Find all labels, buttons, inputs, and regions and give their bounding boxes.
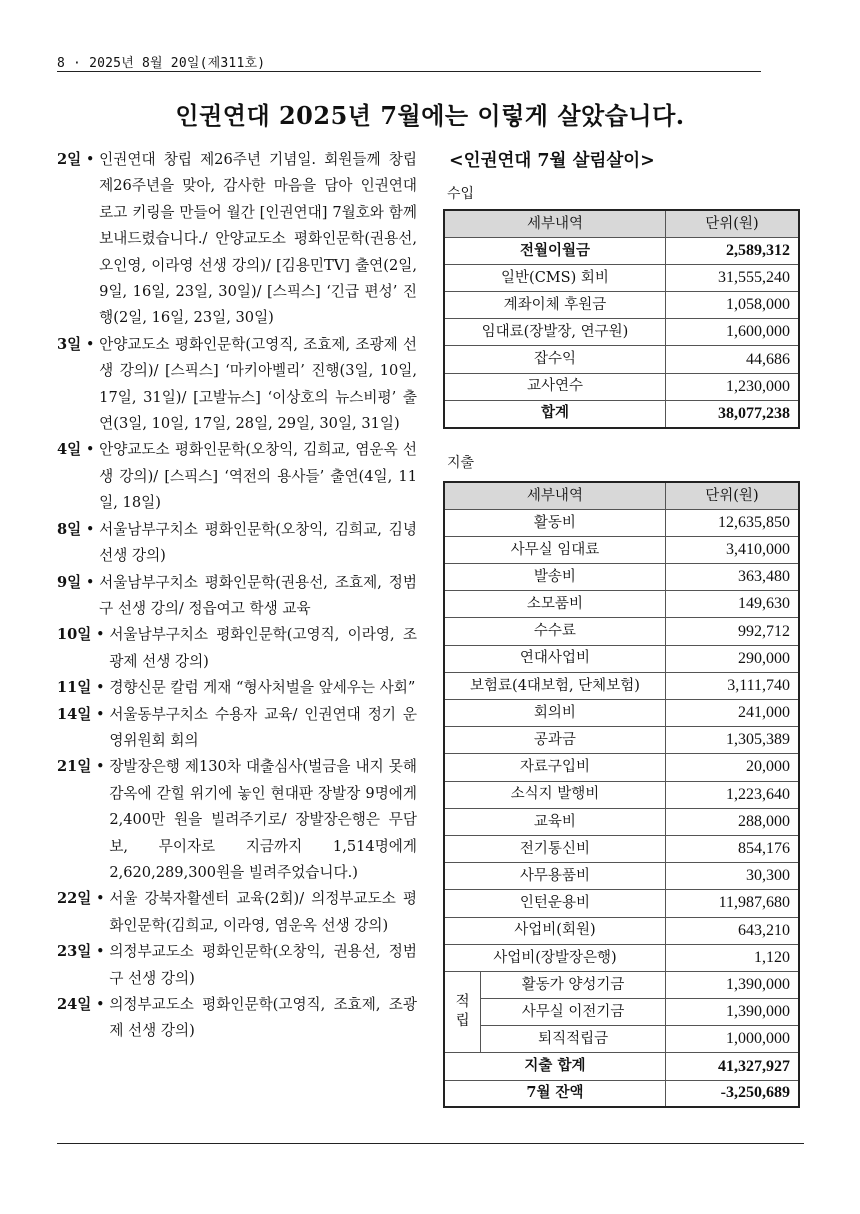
event-item xyxy=(57,622,417,675)
table-row xyxy=(444,672,799,699)
table-row xyxy=(444,863,799,890)
event-item xyxy=(57,754,417,886)
row-item: 인턴운용비 xyxy=(444,890,665,917)
bullet-icon: • xyxy=(81,335,100,353)
column-header-amount: 단위(원) xyxy=(665,482,799,509)
table-row xyxy=(444,890,799,917)
table-row xyxy=(444,781,799,808)
row-item: 수수료 xyxy=(444,618,665,645)
table-row xyxy=(444,917,799,944)
event-text: 서울남부구치소 평화인문학(오창익, 김희교, 김녕 선생 강의) xyxy=(99,520,417,565)
row-item: 소모품비 xyxy=(444,591,665,618)
row-amount: 3,410,000 xyxy=(665,536,799,563)
row-item: 잡수익 xyxy=(444,346,665,373)
row-amount: 12,635,850 xyxy=(665,509,799,536)
row-amount: 1,058,000 xyxy=(665,292,799,319)
row-amount: 363,480 xyxy=(665,564,799,591)
table-row xyxy=(444,999,799,1026)
column-header-amount: 단위(원) xyxy=(665,210,799,237)
table-row xyxy=(444,754,799,781)
row-item: 소식지 발행비 xyxy=(444,781,665,808)
row-amount: 3,111,740 xyxy=(665,672,799,699)
income-label: 수입 xyxy=(447,186,475,202)
bullet-icon: • xyxy=(81,520,100,538)
event-day: 23일 xyxy=(57,943,92,961)
bullet-icon: • xyxy=(91,943,110,961)
expense-total-row xyxy=(444,1053,799,1080)
table-row xyxy=(444,700,799,727)
income-table xyxy=(443,209,800,429)
row-item: 사무실 임대료 xyxy=(444,536,665,563)
event-text: 서울남부구치소 평화인문학(고영직, 이라영, 조광제 선생 강의) xyxy=(109,626,417,670)
page-header: 8 · 2025년 8월 20일(제311호) xyxy=(57,56,266,71)
row-amount: 854,176 xyxy=(665,835,799,862)
row-amount: 11,987,680 xyxy=(665,890,799,917)
event-item xyxy=(57,886,417,939)
event-item xyxy=(57,939,417,992)
event-item xyxy=(57,675,417,701)
row-item: 임대료(장발장, 연구원) xyxy=(444,319,665,346)
table-row xyxy=(444,237,799,264)
row-amount: 31,555,240 xyxy=(665,264,799,291)
page-title: 인권연대 2025년 7월에는 이렇게 살았습니다. xyxy=(175,101,685,130)
balance-row xyxy=(444,1080,799,1107)
row-amount: 288,000 xyxy=(665,808,799,835)
event-day: 8일 xyxy=(57,520,82,538)
row-amount: 44,686 xyxy=(665,346,799,373)
row-item: 일반(CMS) 회비 xyxy=(444,264,665,291)
event-item xyxy=(57,992,417,1045)
event-text: 안양교도소 평화인문학(오창익, 김희교, 염운옥 선생 강의)/ [스픽스] ‘역전의 용사들’ 출연(4일, 11일, 18일) xyxy=(99,441,417,512)
bullet-icon: • xyxy=(81,151,100,168)
row-item: 사업비(회원) xyxy=(444,917,665,944)
table-row xyxy=(444,618,799,645)
row-amount: 1,230,000 xyxy=(665,373,799,400)
row-amount: 1,390,000 xyxy=(665,971,799,998)
table-row xyxy=(444,292,799,319)
event-day: 11일 xyxy=(57,679,92,697)
table-row xyxy=(444,808,799,835)
row-amount: 1,000,000 xyxy=(665,1026,799,1053)
event-text: 의정부교도소 평화인문학(오창익, 권용선, 정범구 선생 강의) xyxy=(109,943,417,987)
table-row xyxy=(444,264,799,291)
event-item xyxy=(57,437,417,516)
event-text: 경향신문 칼럼 게재 “형사처벌을 앞세우는 사회” xyxy=(109,679,416,697)
event-day: 3일 xyxy=(57,335,82,353)
row-item: 자료구입비 xyxy=(444,754,665,781)
event-item xyxy=(57,517,417,570)
event-text: 인권연대 창립 제26주년 기념일. 회원들께 창립 제26주년을 맞아, 감사한 마음을 담아 인권연대 로고 키링을 만들어 월간 [인권연대] 7월호와 함께 보내드렸습니다./ 안양교도소 평화인문학(권용선, 오인영, 이라영 선생 강의)/ [김용민TV] 출연(2일, 9일, 16일, 23일, 30일)/ [스픽스] ‘긴급 편성’ 진행(2일, 16일, 23일, 30일) xyxy=(99,151,417,327)
row-item: 교사연수 xyxy=(444,373,665,400)
event-text: 장발장은행 제130차 대출심사(벌금을 내지 못해 감옥에 갇힐 위기에 놓인 현대판 장발장 9명에게 2,400만 원을 빌려주기로/ 장발장은행은 무담보, 무이자로 지금까지 1,514명에게 2,620,289,300원을 빌려주었습니다.) xyxy=(109,758,417,881)
bullet-icon: • xyxy=(91,890,110,908)
table-row xyxy=(444,536,799,563)
event-day: 10일 xyxy=(57,626,92,644)
bullet-icon: • xyxy=(91,626,110,644)
row-item: 전월이월금 xyxy=(444,237,665,264)
table-row xyxy=(444,591,799,618)
bullet-icon: • xyxy=(81,441,100,459)
row-item: 사무실 이전기금 xyxy=(481,999,666,1026)
row-amount: -3,250,689 xyxy=(665,1080,799,1107)
bullet-icon: • xyxy=(91,996,110,1013)
table-row xyxy=(444,727,799,754)
row-item: 회의비 xyxy=(444,700,665,727)
event-text: 의정부교도소 평화인문학(고영직, 조효제, 조광제 선생 강의) xyxy=(109,996,417,1040)
table-row xyxy=(444,373,799,400)
table-row xyxy=(444,564,799,591)
column-header-item: 세부내역 xyxy=(444,210,665,237)
row-amount: 290,000 xyxy=(665,645,799,672)
row-amount: 41,327,927 xyxy=(665,1053,799,1080)
event-item xyxy=(57,147,417,332)
table-row xyxy=(444,319,799,346)
table-row xyxy=(444,1026,799,1053)
row-amount: 1,223,640 xyxy=(665,781,799,808)
expense-table xyxy=(443,481,800,1108)
event-day: 14일 xyxy=(57,705,92,723)
row-amount: 992,712 xyxy=(665,618,799,645)
table-row xyxy=(444,944,799,971)
event-day: 22일 xyxy=(57,890,92,908)
row-item: 교육비 xyxy=(444,808,665,835)
bullet-icon: • xyxy=(91,705,110,723)
finance-section-title: <인권연대 7월 살림살이> xyxy=(449,151,655,171)
header-divider xyxy=(57,71,761,72)
expense-label: 지출 xyxy=(447,455,475,471)
event-day: 21일 xyxy=(57,758,92,776)
event-item xyxy=(57,702,417,755)
table-row xyxy=(444,971,799,998)
table-header-row xyxy=(444,210,799,237)
event-item xyxy=(57,570,417,623)
table-row xyxy=(444,835,799,862)
event-day: 9일 xyxy=(57,573,82,591)
row-item: 공과금 xyxy=(444,727,665,754)
row-item: 계좌이체 후원금 xyxy=(444,292,665,319)
event-item xyxy=(57,332,417,438)
event-text: 서울동부구치소 수용자 교육/ 인권연대 정기 운영위원회 회의 xyxy=(109,705,417,749)
row-item: 연대사업비 xyxy=(444,645,665,672)
event-day: 4일 xyxy=(57,441,82,459)
income-total-row xyxy=(444,400,799,427)
event-text: 안양교도소 평화인문학(고영직, 조효제, 조광제 선생 강의)/ [스픽스] ‘마키아벨리’ 진행(3일, 10일, 17일, 31일)/ [고발뉴스] ‘이상호의 뉴스비평’ 출연(3일, 10일, 17일, 28일, 29일, 30일, 31일) xyxy=(99,335,417,433)
row-item: 지출 합계 xyxy=(444,1053,665,1080)
row-amount: 1,120 xyxy=(665,944,799,971)
reserve-label-text: 적 립 xyxy=(455,993,470,1030)
footer-divider xyxy=(57,1143,804,1144)
row-item: 합계 xyxy=(444,400,665,427)
row-amount: 1,305,389 xyxy=(665,727,799,754)
bullet-icon: • xyxy=(81,573,100,591)
row-amount: 2,589,312 xyxy=(665,237,799,264)
table-row xyxy=(444,645,799,672)
event-day: 24일 xyxy=(57,996,92,1013)
row-amount: 241,000 xyxy=(665,700,799,727)
row-amount: 30,300 xyxy=(665,863,799,890)
column-header-item: 세부내역 xyxy=(444,482,665,509)
row-item: 보험료(4대보험, 단체보험) xyxy=(444,672,665,699)
row-amount: 20,000 xyxy=(665,754,799,781)
table-row xyxy=(444,509,799,536)
row-item: 활동가 양성기금 xyxy=(481,971,666,998)
table-row xyxy=(444,346,799,373)
row-item: 사업비(장발장은행) xyxy=(444,944,665,971)
bullet-icon: • xyxy=(91,758,110,776)
activity-log xyxy=(57,147,417,1045)
row-amount: 1,600,000 xyxy=(665,319,799,346)
row-item: 발송비 xyxy=(444,564,665,591)
reserve-group-label xyxy=(444,971,481,1053)
row-amount: 149,630 xyxy=(665,591,799,618)
row-item: 사무용품비 xyxy=(444,863,665,890)
event-day: 2일 xyxy=(57,151,82,168)
row-amount: 643,210 xyxy=(665,917,799,944)
row-item: 활동비 xyxy=(444,509,665,536)
row-item: 전기통신비 xyxy=(444,835,665,862)
row-item: 7월 잔액 xyxy=(444,1080,665,1107)
event-text: 서울남부구치소 평화인문학(권용선, 조효제, 정범구 선생 강의/ 정읍여고 학생 교육 xyxy=(99,573,417,617)
bullet-icon: • xyxy=(91,679,110,697)
row-amount: 38,077,238 xyxy=(665,400,799,427)
event-text: 서울 강북자활센터 교육(2회)/ 의정부교도소 평화인문학(김희교, 이라영, 염운옥 선생 강의) xyxy=(109,890,417,934)
table-header-row xyxy=(444,482,799,509)
row-item: 퇴직적립금 xyxy=(481,1026,666,1053)
row-amount: 1,390,000 xyxy=(665,999,799,1026)
